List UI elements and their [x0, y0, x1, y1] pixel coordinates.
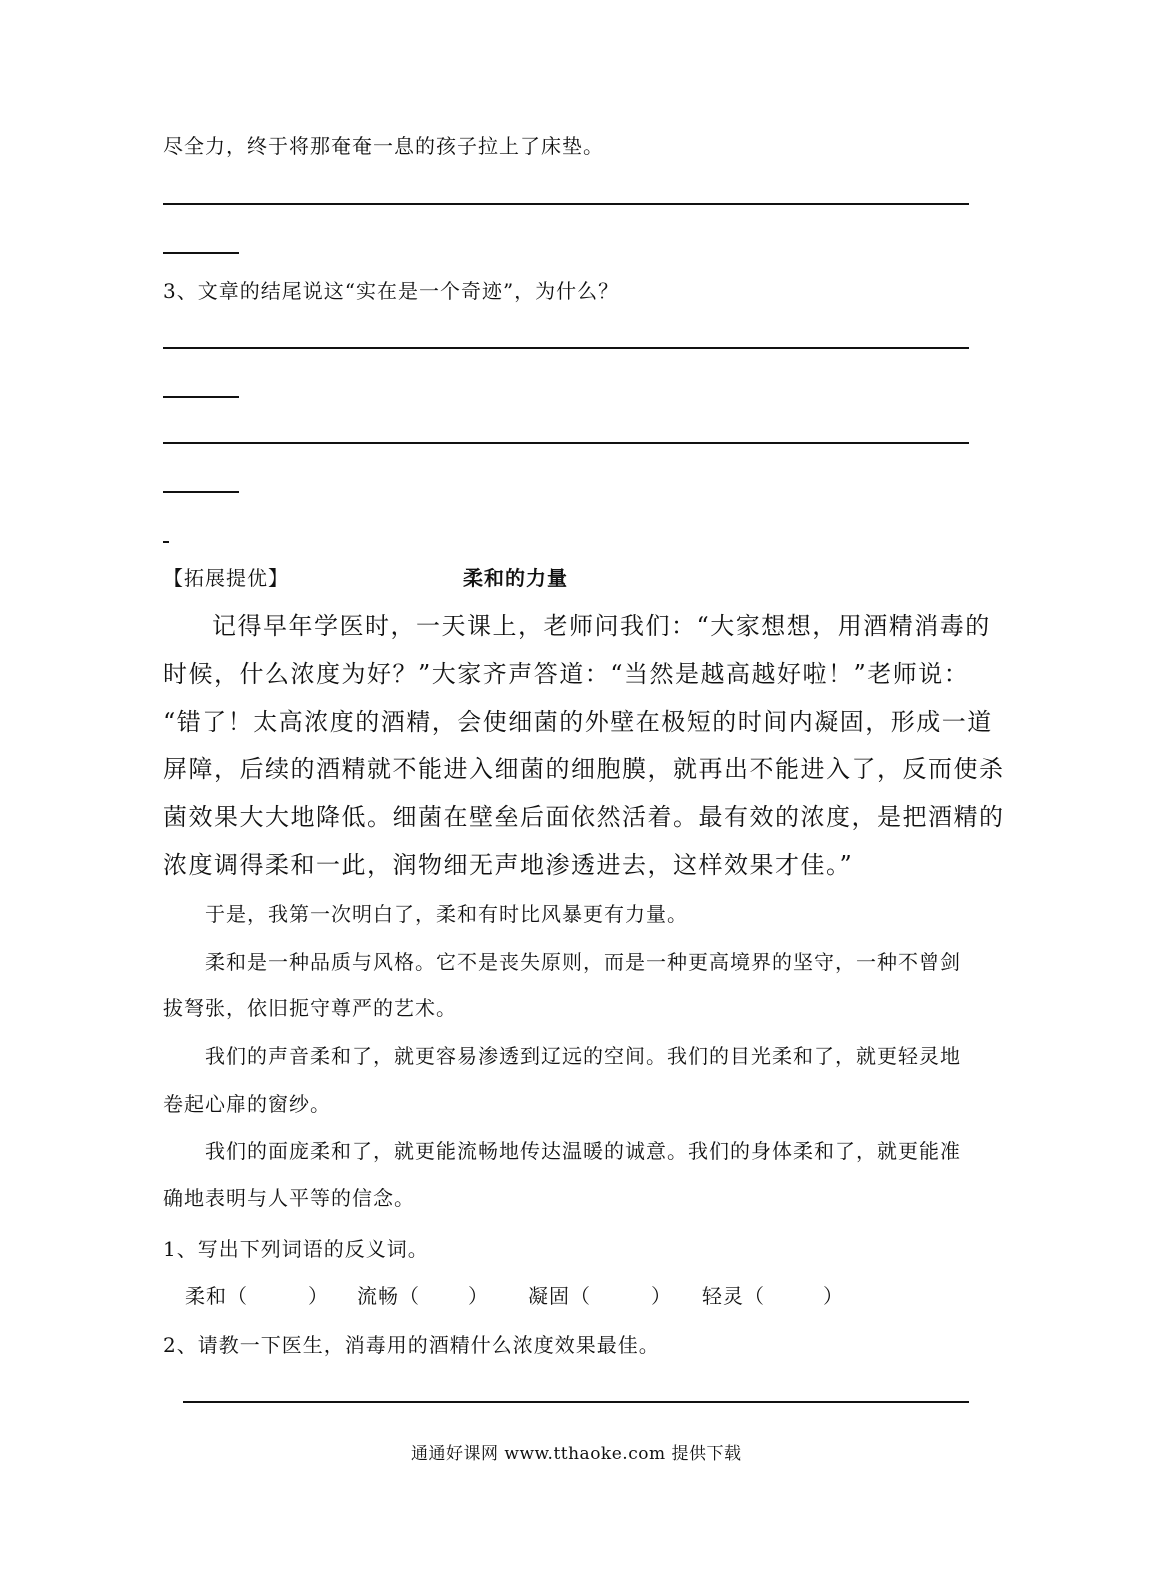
article-paragraph-line: 菌效果大大地降低。细菌在壁垒后面依然活着。最有效的浓度，是把酒精的 — [163, 803, 1005, 831]
answer-line — [183, 1401, 969, 1403]
antonym-close: ） — [468, 1284, 489, 1308]
article-paragraph-line: 屏障，后续的酒精就不能进入细菌的细胞膜，就再出不能进入了，反而使杀 — [163, 755, 1005, 783]
article-paragraph-line: 记得早年学医时，一天课上，老师问我们：“大家想想，用酒精消毒的 — [212, 612, 991, 640]
article-paragraph: 我们的声音柔和了，就更容易渗透到辽远的空间。我们的目光柔和了，就更轻灵地 — [205, 1044, 961, 1068]
article-paragraph: 于是，我第一次明白了，柔和有时比风暴更有力量。 — [205, 902, 688, 926]
antonym-word: 柔和（ — [185, 1284, 248, 1308]
article-paragraph-line: 浓度调得柔和一此，润物细无声地渗透进去，这样效果才佳。” — [163, 851, 854, 879]
article-paragraph: 柔和是一种品质与风格。它不是丧失原则，而是一种更高境界的坚守，一种不曾剑 — [205, 950, 961, 974]
antonym-item — [528, 1284, 672, 1308]
antonym-item — [702, 1284, 844, 1308]
antonym-word: 凝固（ — [528, 1284, 591, 1308]
article-paragraph-line: 时候，什么浓度为好？”大家齐声答道：“当然是越高越好啦！”老师说： — [163, 660, 970, 688]
continued-text-line: 尽全力，终于将那奄奄一息的孩子拉上了床垫。 — [163, 134, 604, 158]
article-paragraph: 卷起心扉的窗纱。 — [163, 1092, 331, 1116]
question-1: 1、写出下列词语的反义词。 — [163, 1237, 429, 1261]
antonym-word: 轻灵（ — [702, 1284, 765, 1308]
article-paragraph: 确地表明与人平等的信念。 — [163, 1186, 415, 1210]
antonym-item — [185, 1284, 329, 1308]
answer-line — [163, 442, 969, 444]
answer-line-short — [163, 396, 239, 398]
antonym-word: 流畅（ — [357, 1284, 420, 1308]
article-paragraph-line: “错了！太高浓度的酒精，会使细菌的外壁在极短的时间内凝固，形成一道 — [163, 708, 993, 736]
article-paragraph: 拔弩张，依旧扼守尊严的艺术。 — [163, 996, 457, 1020]
answer-line-short — [163, 252, 239, 254]
question-3: 3、文章的结尾说这“实在是一个奇迹”，为什么？ — [163, 279, 620, 303]
question-2: 2、请教一下医生，消毒用的酒精什么浓度效果最佳。 — [163, 1333, 660, 1357]
antonym-item — [357, 1284, 489, 1308]
stray-mark — [163, 541, 169, 543]
answer-line-short — [163, 491, 239, 493]
antonym-close: ） — [651, 1284, 672, 1308]
article-paragraph: 我们的面庞柔和了，就更能流畅地传达温暖的诚意。我们的身体柔和了，就更能准 — [205, 1139, 961, 1163]
antonym-close: ） — [823, 1284, 844, 1308]
section-label: 【拓展提优】 — [163, 566, 289, 590]
answer-line — [163, 203, 969, 205]
answer-line — [163, 347, 969, 349]
footer-text: 通通好课网 www.tthaoke.com 提供下载 — [411, 1444, 742, 1464]
antonym-close: ） — [308, 1284, 329, 1308]
article-title: 柔和的力量 — [463, 566, 568, 590]
